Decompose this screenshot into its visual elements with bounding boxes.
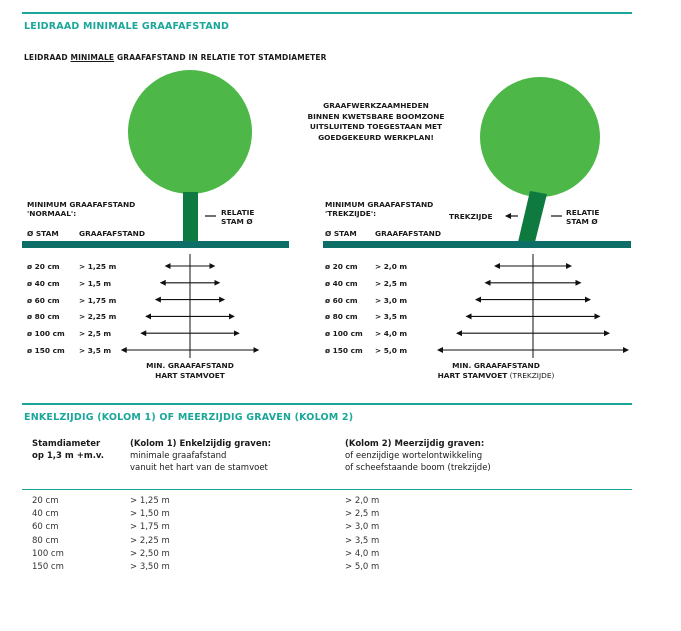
right-relatie-line1: RELATIE xyxy=(566,208,600,217)
left-caption-line1: MIN. GRAAFAFSTAND xyxy=(146,361,234,370)
right-heading-line1: MINIMUM GRAAFAFSTAND xyxy=(325,200,434,209)
table-cell: 150 cm xyxy=(32,562,64,572)
diagram-row-afstand: > 1,75 m xyxy=(79,295,117,305)
table-cell: > 2,0 m xyxy=(345,496,380,506)
diagram-row-stam: ø 150 cm xyxy=(27,346,65,355)
left-ground-line xyxy=(22,241,289,248)
diagram-row-stam: ø 100 cm xyxy=(325,329,363,339)
table-cell: > 5,0 m xyxy=(345,562,380,572)
table-cell: > 2,25 m xyxy=(130,535,170,546)
warning-text xyxy=(308,101,445,143)
diagram-row-afstand: > 5,0 m xyxy=(375,346,408,355)
diagram-row-afstand: > 2,5 m xyxy=(375,278,408,288)
table-head-col1-line2: minimale graafafstand xyxy=(130,451,227,461)
diagram-row-afstand: > 4,0 m xyxy=(375,329,408,339)
diagram-row-stam: ø 60 cm xyxy=(27,295,60,305)
table-head-col2 xyxy=(345,438,491,474)
warning-line4: GOEDGEKEURD WERKPLAN! xyxy=(318,132,434,142)
diagram-row-stam: ø 20 cm xyxy=(325,262,358,271)
table-cell: > 4,0 m xyxy=(345,548,380,559)
subtitle-post: GRAAFAFSTAND IN RELATIE TOT STAMDIAMETER xyxy=(114,53,327,62)
table-cell: 40 cm xyxy=(32,509,59,520)
left-relatie-line2: STAM Ø xyxy=(221,217,253,226)
diagram-row-afstand: > 3,5 m xyxy=(375,312,408,322)
diagram-row-afstand: > 2,5 m xyxy=(79,329,112,339)
section-title: LEIDRAAD MINIMALE GRAAFAFSTAND xyxy=(24,21,230,32)
subtitle-pre: LEIDRAAD xyxy=(24,53,71,62)
diagram-row-afstand: > 2,25 m xyxy=(79,312,117,322)
diagram-row-afstand: > 1,5 m xyxy=(79,278,112,288)
table-head-col0-line1: Stamdiameter xyxy=(32,439,101,449)
table-cell: > 1,75 m xyxy=(130,522,170,533)
right-tree-trunk xyxy=(518,191,547,242)
diagram-row-stam: ø 40 cm xyxy=(27,278,60,288)
diagram-row-afstand: > 2,0 m xyxy=(375,262,408,271)
left-tree-trunk xyxy=(183,192,198,242)
left-caption-line2: HART STAMVOET xyxy=(155,371,225,380)
warning-line2: BINNEN KWETSBARE BOOMZONE xyxy=(307,111,445,121)
table-head-col1 xyxy=(130,438,271,474)
left-heading-line1: MINIMUM GRAAFAFSTAND xyxy=(27,200,136,209)
diagram-row-stam: ø 100 cm xyxy=(27,329,65,339)
diagram-row-stam: ø 150 cm xyxy=(325,346,363,355)
table-head-col1-line1: (Kolom 1) Enkelzijdig graven: xyxy=(130,439,272,449)
table-cell: > 3,5 m xyxy=(345,535,380,546)
diagram-row-stam: ø 20 cm xyxy=(27,262,60,271)
right-heading xyxy=(325,200,433,218)
diagram-row-stam: ø 40 cm xyxy=(325,278,358,288)
table-cell: > 1,50 m xyxy=(130,509,170,520)
left-relatie-label xyxy=(221,208,254,226)
left-caption xyxy=(146,361,234,381)
right-caption xyxy=(438,361,555,381)
left-heading-line2: 'NORMAAL': xyxy=(27,209,77,218)
warning-line3: UITSLUITEND TOEGESTAAN MET xyxy=(309,122,443,131)
subtitle-underlined: MINIMALE xyxy=(70,53,115,62)
table-head-col0 xyxy=(32,438,104,462)
diagram-row-afstand: > 1,25 m xyxy=(79,262,117,271)
right-col-afstand: GRAAFAFSTAND xyxy=(375,229,441,238)
table-head-col0-line2: op 1,3 m +m.v. xyxy=(32,451,105,461)
middle-rule xyxy=(22,403,632,405)
diagram-row-afstand: > 3,5 m xyxy=(79,346,112,355)
table-cell: > 3,0 m xyxy=(345,522,380,533)
right-relatie-line2: STAM Ø xyxy=(566,217,598,226)
right-caption-line2 xyxy=(438,371,555,381)
section2-title: ENKELZIJDIG (KOLOM 1) OF MEERZIJDIG GRAVEN (KOLOM 2) xyxy=(24,412,354,423)
right-heading-line2: 'TREKZIJDE': xyxy=(325,209,377,218)
table-cell: 100 cm xyxy=(32,548,64,559)
table-head-col2-line3: of scheefstaande boom (trekzijde) xyxy=(345,463,491,473)
trekzijde-label: TREKZIJDE xyxy=(449,212,493,221)
diagram-row-stam: ø 80 cm xyxy=(27,312,60,322)
left-tree-crown xyxy=(128,70,252,194)
right-caption-line2-light: (TREKZIJDE) xyxy=(507,371,555,380)
table-head-col2-line1: (Kolom 2) Meerzijdig graven: xyxy=(345,439,485,449)
left-heading xyxy=(27,200,135,218)
table-rule xyxy=(22,489,632,490)
left-col-afstand: GRAAFAFSTAND xyxy=(79,229,145,238)
table-cell: > 3,50 m xyxy=(130,562,170,572)
table-cell: > 2,50 m xyxy=(130,548,170,559)
table-cell: > 1,25 m xyxy=(130,496,170,506)
left-relatie-line1: RELATIE xyxy=(221,208,255,217)
left-col-stam: Ø STAM xyxy=(27,229,59,238)
diagram-row-stam: ø 80 cm xyxy=(325,312,358,322)
right-caption-line2-bold: HART STAMVOET xyxy=(437,371,508,380)
right-col-stam: Ø STAM xyxy=(325,229,357,238)
table-cell: 20 cm xyxy=(32,496,59,506)
warning-line1: GRAAFWERKZAAMHEDEN xyxy=(323,101,429,110)
right-ground-line xyxy=(323,241,631,248)
table-cell: > 2,5 m xyxy=(345,509,380,520)
table-cell: 80 cm xyxy=(32,535,59,546)
right-tree-crown xyxy=(480,77,600,197)
right-relatie-label xyxy=(566,208,599,226)
table-head-col2-line2: of eenzijdige wortelontwikkeling xyxy=(345,451,483,461)
diagram-row-stam: ø 60 cm xyxy=(325,295,358,305)
table-head-col1-line3: vanuit het hart van de stamvoet xyxy=(130,463,268,473)
right-caption-line1: MIN. GRAAFAFSTAND xyxy=(452,361,540,370)
diagram-row-afstand: > 3,0 m xyxy=(375,295,408,305)
table-cell: 60 cm xyxy=(32,522,59,533)
